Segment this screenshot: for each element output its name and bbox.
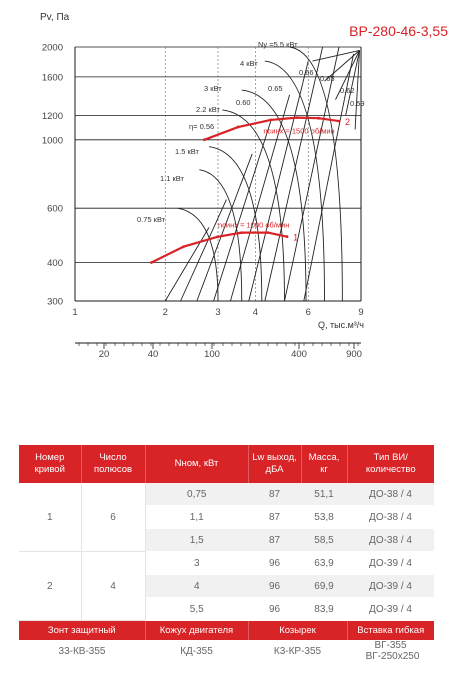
vi-cell: ДО-38 / 4 [347,529,434,552]
data-point [240,231,243,234]
x-tick-label: 9 [358,307,364,318]
data-point [317,117,320,120]
data-point [338,120,341,123]
pole-count: 6 [81,483,145,552]
header-vi: Тип ВИ/ количество [347,445,434,483]
motor-cover-value: КД-355 [145,640,248,663]
efficiency-line [249,61,308,301]
data-point [266,231,269,234]
power-label: 4 кВт [240,59,258,68]
spec-table [19,445,434,663]
header-poles: Число полюсов [81,445,145,483]
x-tick-label: 6 [305,307,311,318]
y-tick-label: 1200 [41,110,63,122]
data-point [295,116,298,119]
vi-cell: ДО-38 / 4 [347,483,434,506]
lw-cell: 87 [248,506,301,529]
series-label-1: 1 [293,232,299,243]
speed-label: nсинх = 1500 об/мин [263,126,335,136]
power-cell: 0,75 [145,483,248,506]
header-motor-cover: Кожух двигателя [145,621,248,641]
vi-cell: ДО-38 / 4 [347,506,434,529]
mass-cell: 58,5 [301,529,347,552]
power-curve [178,208,218,301]
y-axis-label: Pv, Па [40,12,70,23]
efficiency-line [214,121,271,301]
power-label: 0.75 кВт [137,215,166,224]
header-visor: Козырек [248,621,347,641]
secondary-tick-label: 20 [98,349,110,360]
mass-cell: 83,9 [301,598,347,621]
table-row [19,483,434,506]
flex-insert-value: ВГ-250х250 [365,651,420,662]
data-point [237,126,240,129]
vi-cell: ДО-39 / 4 [347,552,434,575]
header-mass: Масса, кг [301,445,347,483]
pole-count: 4 [81,552,145,621]
lw-cell: 87 [248,483,301,506]
vi-cell: ДО-39 / 4 [347,575,434,598]
efficiency-label: 0.59 [350,99,365,108]
header-hood: Зонт защитный [19,621,145,641]
y-tick-label: 300 [47,296,63,308]
y-tick-label: 1000 [41,135,63,147]
header-power: Nном, кВт [145,445,248,483]
x-tick-label: 1 [72,307,78,318]
power-cell: 3 [145,552,248,575]
x-tick-label: 2 [162,307,168,318]
power-cell: 1,1 [145,506,248,529]
x-tick-labels [72,307,363,318]
y-tick-labels [42,43,63,308]
mass-cell: 53,8 [301,506,347,529]
power-label: Ny =5.5 кВт [258,40,298,49]
efficiency-label: 0.65 [268,84,283,93]
accessory-value-row [19,640,434,663]
hood-value: 33-КВ-355 [19,640,145,663]
data-point [203,138,206,141]
curve-number: 2 [19,552,81,621]
efficiency-label: 0.62 [340,86,355,95]
y-tick-label: 1600 [41,72,63,84]
secondary-tick-label: 400 [291,349,307,360]
data-point [269,119,272,122]
power-curve [265,61,325,301]
power-curve [242,90,306,301]
visor-value: К3-КР-355 [248,640,347,663]
x-tick-label: 3 [215,307,221,318]
speed-label: nсинх = 1000 об/мин [218,220,290,230]
table-row [19,552,434,575]
mass-cell: 63,9 [301,552,347,575]
power-label: 1.5 кВт [175,147,199,156]
secondary-axis [75,343,362,360]
lw-cell: 96 [248,598,301,621]
characteristic-lines [165,47,359,301]
data-point [217,235,220,238]
secondary-tick-label: 40 [147,349,159,360]
lw-cell: 87 [248,529,301,552]
power-label: 1.1 кВт [160,174,184,183]
mass-cell: 51,1 [301,483,347,506]
efficiency-line [165,227,209,301]
series-label-2: 2 [344,117,351,128]
x-axis-label: Q, тыс.м³/ч [318,320,364,330]
y-tick-label: 400 [47,257,63,269]
mass-cell: 69,9 [301,575,347,598]
data-point [150,261,153,264]
header-flex-insert: Вставка гибкая [347,621,434,641]
flex-insert-values [347,640,434,663]
power-cell: 1,5 [145,529,248,552]
power-label: 2.2 кВт [196,105,220,114]
flex-insert-value: ВГ-355 [374,640,407,651]
y-tick-label: 600 [47,203,63,215]
power-cell: 4 [145,575,248,598]
header-curve: Номер кривой [19,445,81,483]
power-curve [290,47,343,301]
efficiency-label: 0.65 [320,74,335,83]
curve-number: 1 [19,483,81,552]
x-tick-label: 4 [252,307,259,318]
data-point [182,245,185,248]
spec-header-row [19,445,434,483]
lw-cell: 96 [248,575,301,598]
efficiency-label: η= 0.56 [189,122,215,131]
efficiency-label: 0.66 [299,68,314,77]
secondary-tick-label: 100 [204,349,220,360]
vi-cell: ДО-39 / 4 [347,598,434,621]
annotations [137,40,365,229]
data-point [286,235,289,238]
efficiency-label: 0.60 [236,98,251,107]
accessory-header-row [19,621,434,641]
y-tick-label: 2000 [41,42,63,54]
power-label: 3 кВт [204,84,222,93]
header-lw: Lw выход, дБА [248,445,301,483]
secondary-tick-label: 900 [346,349,362,360]
chart-title: ВР-280-46-3,55 [349,23,448,39]
lw-cell: 96 [248,552,301,575]
efficiency-line [181,200,227,301]
power-cell: 5,5 [145,598,248,621]
